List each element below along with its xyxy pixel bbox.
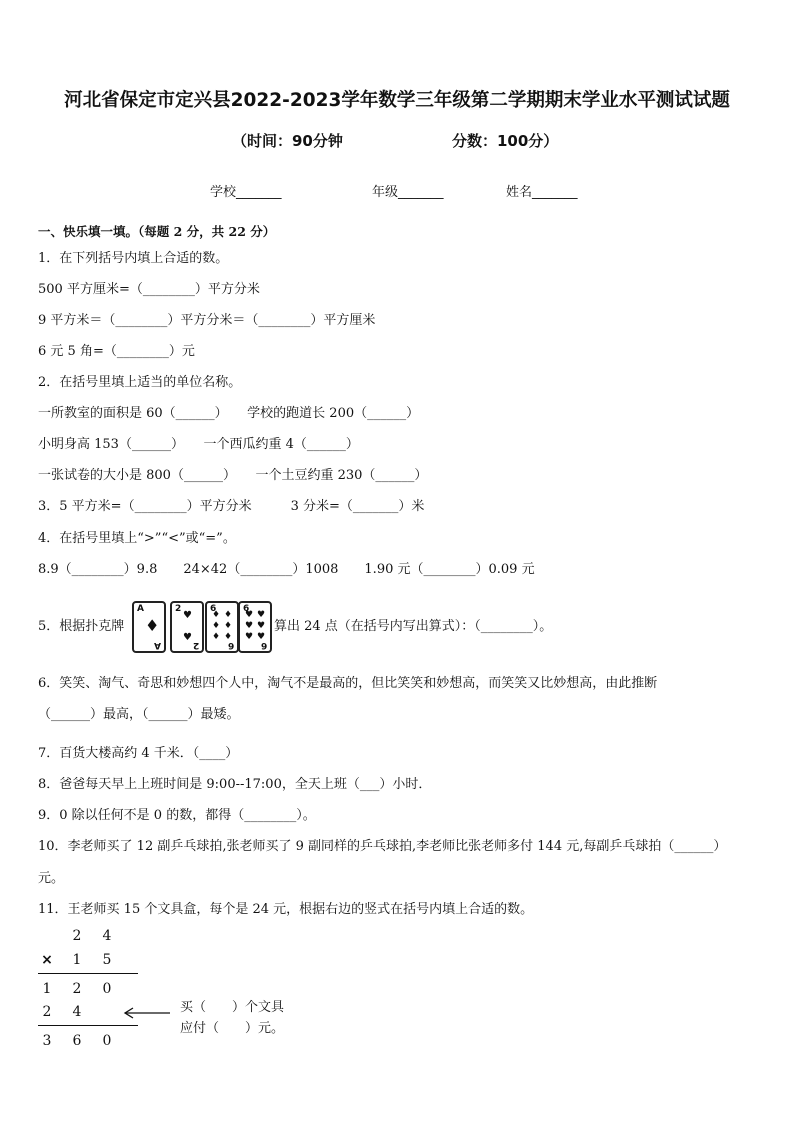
digit: 4	[72, 1004, 82, 1020]
question-6b: （______）最高，（______）最矮。	[38, 707, 240, 722]
divider-line	[38, 1025, 138, 1026]
digit: 2	[42, 1004, 52, 1020]
question-10a: 10．李老师买了 12 副乒乓球拍,张老师买了 9 副同样的乒乓球拍,李老师比张老师多付 144 元,每副乒乓球拍（______）	[38, 839, 727, 854]
question-2a: 一所教室的面积是 60（______） 学校的跑道长 200（______）	[38, 406, 420, 421]
exam-score: 分数：100分）	[452, 132, 559, 150]
digit: 6	[72, 1033, 82, 1049]
times-sign: ×	[41, 952, 53, 968]
card-rank: A	[137, 604, 144, 614]
playing-card	[170, 601, 204, 653]
playing-card	[205, 601, 239, 653]
question-1c: 6 元 5 角=（________）元	[38, 344, 195, 359]
question-6a: 6．笑笑、淘气、奇思和妙想四个人中，淘气不是最高的，但比笑笑和妙想高，而笑笑又比妙想高，由此推断	[38, 676, 658, 691]
card-rank: 2	[192, 640, 199, 650]
card-suit-icon: ♥	[257, 621, 266, 631]
card-suit-icon: ♦	[145, 616, 160, 635]
school-field: 学校_______	[210, 185, 282, 200]
section-heading: 一、快乐填一填。（每题 2 分，共 22 分）	[38, 224, 276, 239]
question-4a: 8.9（________）9.8 24×42（________）1008 1.90 元（________）0.09 元	[38, 562, 535, 577]
question-7: 7．百货大楼高约 4 千米．（____）	[38, 746, 239, 761]
question-2: 2．在括号里填上适当的单位名称。	[38, 375, 242, 390]
question-8: 8．爸爸每天早上上班时间是 9:00--17:00，全天上班（___）小时．	[38, 777, 432, 792]
question-4: 4．在括号里填上“>”“<”或“=”。	[38, 531, 236, 546]
vertical-note-2: 应付（ ）元。	[180, 1021, 285, 1036]
exam-time: （时间：90分钟	[232, 132, 343, 150]
digit: 1	[72, 952, 82, 968]
question-2c: 一张试卷的大小是 800（______） 一个土豆约重 230（______）	[38, 468, 428, 483]
digit: 4	[102, 928, 112, 944]
card-suit-icon: ♦	[212, 610, 221, 620]
name-field: 姓名_______	[506, 185, 578, 200]
question-11: 11．王老师买 15 个文具盒，每个是 24 元，根据右边的竖式在括号内填上合适的数。	[38, 902, 534, 917]
digit: 3	[42, 1033, 52, 1049]
card-suit-icon: ♥	[257, 610, 266, 620]
grade-field: 年级_______	[372, 185, 444, 200]
card-suit-icon: ♦	[212, 632, 221, 642]
vertical-note-1: 买（ ）个文具	[180, 1000, 285, 1015]
digit: 1	[42, 981, 52, 997]
card-suit-icon: ♥	[257, 632, 266, 642]
digit: 0	[102, 1033, 112, 1049]
card-suit-icon: ♥	[245, 610, 254, 620]
playing-card	[238, 601, 272, 653]
digit: 0	[102, 981, 112, 997]
playing-card	[132, 601, 166, 653]
card-suit-icon: ♦	[224, 610, 233, 620]
card-suit-icon: ♦	[212, 621, 221, 631]
card-suit-icon: ♥	[183, 610, 192, 621]
card-rank: A	[154, 640, 161, 650]
card-rank: 6	[243, 604, 250, 614]
card-suit-icon: ♥	[245, 632, 254, 642]
card-suit-icon: ♦	[224, 621, 233, 631]
question-1b: 9 平方米＝（________）平方分米＝（________）平方厘米	[38, 313, 376, 328]
digit: 2	[72, 981, 82, 997]
arrow-left-icon	[122, 1006, 172, 1020]
digit: 2	[72, 928, 82, 944]
card-rank: 2	[175, 604, 182, 614]
question-5-start: 5．根据扑克牌	[38, 619, 125, 634]
card-rank: 6	[260, 640, 267, 650]
card-suit-icon: ♥	[245, 621, 254, 631]
card-suit-icon: ♦	[224, 632, 233, 642]
divider-line	[38, 973, 138, 974]
question-1a: 500 平方厘米=（________）平方分米	[38, 282, 260, 297]
question-1: 1．在下列括号内填上合适的数。	[38, 251, 229, 266]
question-5-end: 算出 24 点（在括号内写出算式）：（________）。	[274, 619, 553, 634]
card-rank: 6	[227, 640, 234, 650]
page-title: 河北省保定市定兴县2022-2023学年数学三年级第二学期期末学业水平测试试题	[64, 90, 730, 111]
card-suit-icon: ♥	[183, 632, 192, 643]
question-2b: 小明身高 153（______） 一个西瓜约重 4（______）	[38, 437, 359, 452]
question-9: 9．0 除以任何不是 0 的数，都得（________）。	[38, 808, 316, 823]
card-rank: 6	[210, 604, 217, 614]
digit: 5	[102, 952, 112, 968]
question-10b: 元。	[38, 871, 65, 886]
question-3: 3．5 平方米=（________）平方分米 3 分米=（_______）米	[38, 499, 425, 514]
